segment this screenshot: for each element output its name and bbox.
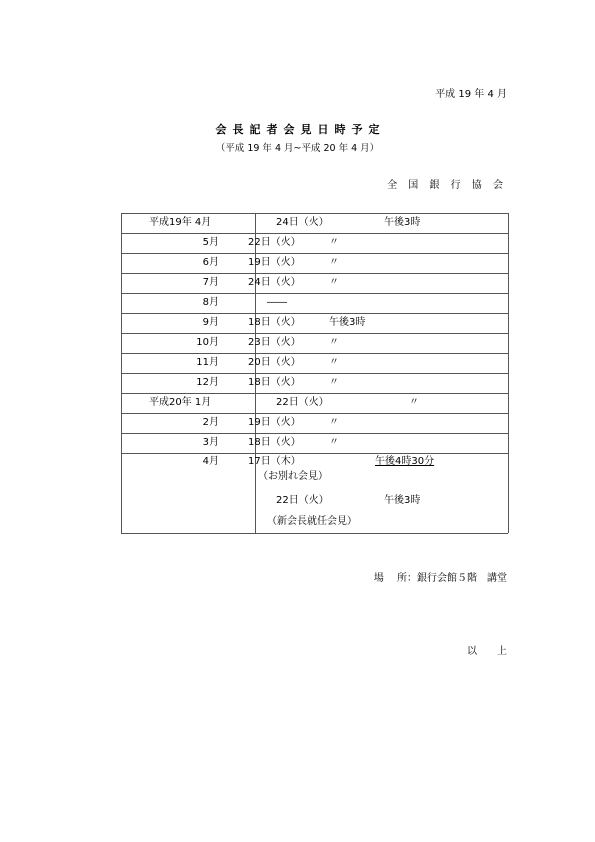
table-rule xyxy=(121,313,508,314)
day-cell: 24日（火） xyxy=(248,277,301,288)
table-rule xyxy=(121,533,508,534)
table-rule xyxy=(121,433,508,434)
table-rule xyxy=(121,353,508,354)
day-cell: 18日（火） xyxy=(248,317,301,328)
schedule-table xyxy=(121,213,508,533)
month-cell: 9月 xyxy=(202,317,219,328)
time-cell: 午後4時30分 xyxy=(375,456,435,467)
day-cell: 17日（木） xyxy=(248,456,301,467)
month-cell: 6月 xyxy=(202,257,219,268)
day-cell: 18日（火） xyxy=(248,437,301,448)
table-rule xyxy=(121,413,508,414)
table-rule xyxy=(121,233,508,234)
day-cell: 18日（火） xyxy=(248,377,301,388)
month-cell: 12月 xyxy=(196,377,219,388)
month-cell: 5月 xyxy=(202,237,219,248)
organization-name: 全 国 銀 行 協 会 xyxy=(387,180,507,191)
day-cell: 19日（火） xyxy=(248,257,301,268)
time-cell: 〃 xyxy=(329,257,339,268)
table-rule xyxy=(121,273,508,274)
month-cell: 10月 xyxy=(196,337,219,348)
time-cell: 〃 xyxy=(329,337,339,348)
time-cell: 〃 xyxy=(329,377,339,388)
table-rule xyxy=(121,253,508,254)
table-rule xyxy=(121,393,508,394)
month-cell: 3月 xyxy=(202,437,219,448)
time-cell: 〃 xyxy=(329,437,339,448)
time-cell: 午後3時 xyxy=(384,217,421,228)
day-cell: 19日（火） xyxy=(248,417,301,428)
month-cell: 7月 xyxy=(202,277,219,288)
table-rule xyxy=(121,213,508,214)
day-cell: 23日（火） xyxy=(248,337,301,348)
closing-mark: 以 上 xyxy=(467,646,507,657)
month-cell: 平成19年 4月 xyxy=(149,217,212,228)
table-rule xyxy=(121,373,508,374)
event-note: （お別れ会見） xyxy=(258,471,328,482)
time-cell: 午後3時 xyxy=(384,495,421,506)
table-rule xyxy=(121,453,508,454)
venue-line: 場 所：銀行会館５階 講堂 xyxy=(373,573,507,584)
day-cell: 24日（火） xyxy=(276,217,329,228)
day-cell: 22日（火） xyxy=(276,397,329,408)
day-cell: 22日（火） xyxy=(276,495,329,506)
month-cell: 平成20年 1月 xyxy=(149,397,212,408)
month-cell: 8月 xyxy=(202,297,219,308)
day-cell: 22日（火） xyxy=(248,237,301,248)
document-date: 平成 19 年 4 月 xyxy=(435,89,507,100)
time-cell: 〃 xyxy=(329,417,339,428)
month-cell: 11月 xyxy=(196,357,219,368)
month-cell: 4月 xyxy=(202,456,219,467)
time-cell: 〃 xyxy=(329,237,339,248)
time-cell: 〃 xyxy=(329,357,339,368)
event-note: （新会長就任会見） xyxy=(267,516,357,527)
table-rule xyxy=(121,333,508,334)
table-border-right xyxy=(508,213,509,533)
time-cell: 午後3時 xyxy=(329,317,366,328)
day-cell: 20日（火） xyxy=(248,357,301,368)
month-cell: 2月 xyxy=(202,417,219,428)
table-border-left xyxy=(121,213,122,533)
document-subtitle: （平成 19 年 4 月~平成 20 年 4 月） xyxy=(215,143,380,154)
document-title: 会長記者会見日時予定 xyxy=(215,123,386,136)
time-cell: 〃 xyxy=(329,277,339,288)
table-rule xyxy=(121,293,508,294)
time-cell: 〃 xyxy=(409,397,419,408)
day-cell: ―― xyxy=(267,297,287,308)
